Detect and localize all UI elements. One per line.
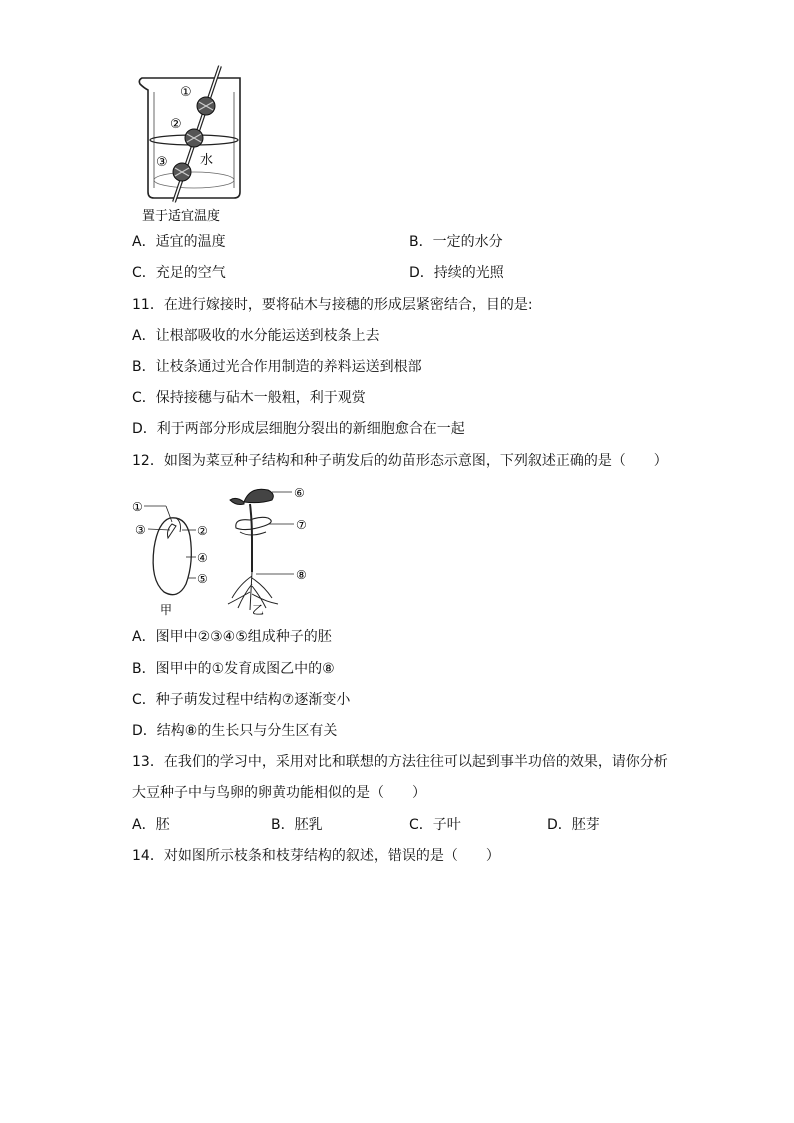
q11-stem: 11．在进行嫁接时，要将砧木与接穗的形成层紧密结合，目的是: bbox=[132, 297, 533, 313]
q11-option-a: A．让根部吸收的水分能运送到枝条上去 bbox=[132, 328, 380, 344]
seed-caption: 甲 bbox=[160, 603, 173, 617]
label-2: ② bbox=[170, 117, 182, 132]
seed-seedling-figure bbox=[132, 480, 332, 620]
figure-caption: 置于适宜温度 bbox=[142, 209, 221, 224]
seedling-label-7: ⑦ bbox=[296, 518, 307, 532]
seed-top bbox=[197, 97, 215, 115]
q10-option-a: A．适宜的温度 bbox=[132, 234, 226, 250]
seed-label-2: ② bbox=[197, 524, 208, 538]
water-label: 水 bbox=[200, 153, 214, 168]
q13-stem-line1: 13．在我们的学习中，采用对比和联想的方法往往可以起到事半功倍的效果，请你分析 bbox=[132, 754, 668, 770]
label-3: ③ bbox=[156, 155, 168, 170]
q13-stem-line2: 大豆种子中与鸟卵的卵黄功能相似的是（ ） bbox=[132, 785, 426, 801]
seedling-label-8: ⑧ bbox=[296, 568, 307, 582]
seed-label-4: ④ bbox=[197, 551, 208, 565]
beaker-figure bbox=[128, 62, 258, 224]
q12-stem: 12．如图为菜豆种子结构和种子萌发后的幼苗形态示意图，下列叙述正确的是（ ） bbox=[132, 453, 668, 469]
q13-option-a: A．胚 bbox=[132, 817, 170, 833]
q13-option-b: B．胚乳 bbox=[271, 817, 323, 833]
q13-option-d: D．胚芽 bbox=[547, 817, 600, 833]
seed-label-3: ③ bbox=[135, 523, 146, 537]
seed-label-5: ⑤ bbox=[197, 572, 208, 586]
q11-option-d: D．利于两部分形成层细胞分裂出的新细胞愈合在一起 bbox=[132, 421, 465, 437]
q10-option-d: D．持续的光照 bbox=[409, 265, 504, 281]
q11-option-b: B．让枝条通过光合作用制造的养料运送到根部 bbox=[132, 359, 422, 375]
q10-option-c: C．充足的空气 bbox=[132, 265, 226, 281]
q11-option-c: C．保持接穗与砧木一般粗，利于观赏 bbox=[132, 390, 366, 406]
q12-option-a: A．图甲中②③④⑤组成种子的胚 bbox=[132, 629, 332, 645]
seed-label-1: ① bbox=[132, 500, 143, 514]
seed-bottom bbox=[173, 163, 191, 181]
bean-seed-diagram bbox=[144, 506, 196, 595]
q12-option-d: D．结构⑧的生长只与分生区有关 bbox=[132, 723, 338, 739]
q12-option-b: B．图甲中的①发育成图乙中的⑧ bbox=[132, 661, 335, 677]
q14-stem: 14．对如图所示枝条和枝芽结构的叙述，错误的是（ ） bbox=[132, 848, 500, 864]
label-1: ① bbox=[180, 85, 192, 100]
q13-option-c: C．子叶 bbox=[409, 817, 461, 833]
q12-option-c: C．种子萌发过程中结构⑦逐渐变小 bbox=[132, 692, 351, 708]
seedling-diagram bbox=[228, 489, 294, 610]
seedling-caption: 乙 bbox=[252, 603, 265, 617]
q10-option-b: B．一定的水分 bbox=[409, 234, 503, 250]
seed-middle bbox=[185, 129, 203, 147]
seedling-label-6: ⑥ bbox=[294, 486, 305, 500]
